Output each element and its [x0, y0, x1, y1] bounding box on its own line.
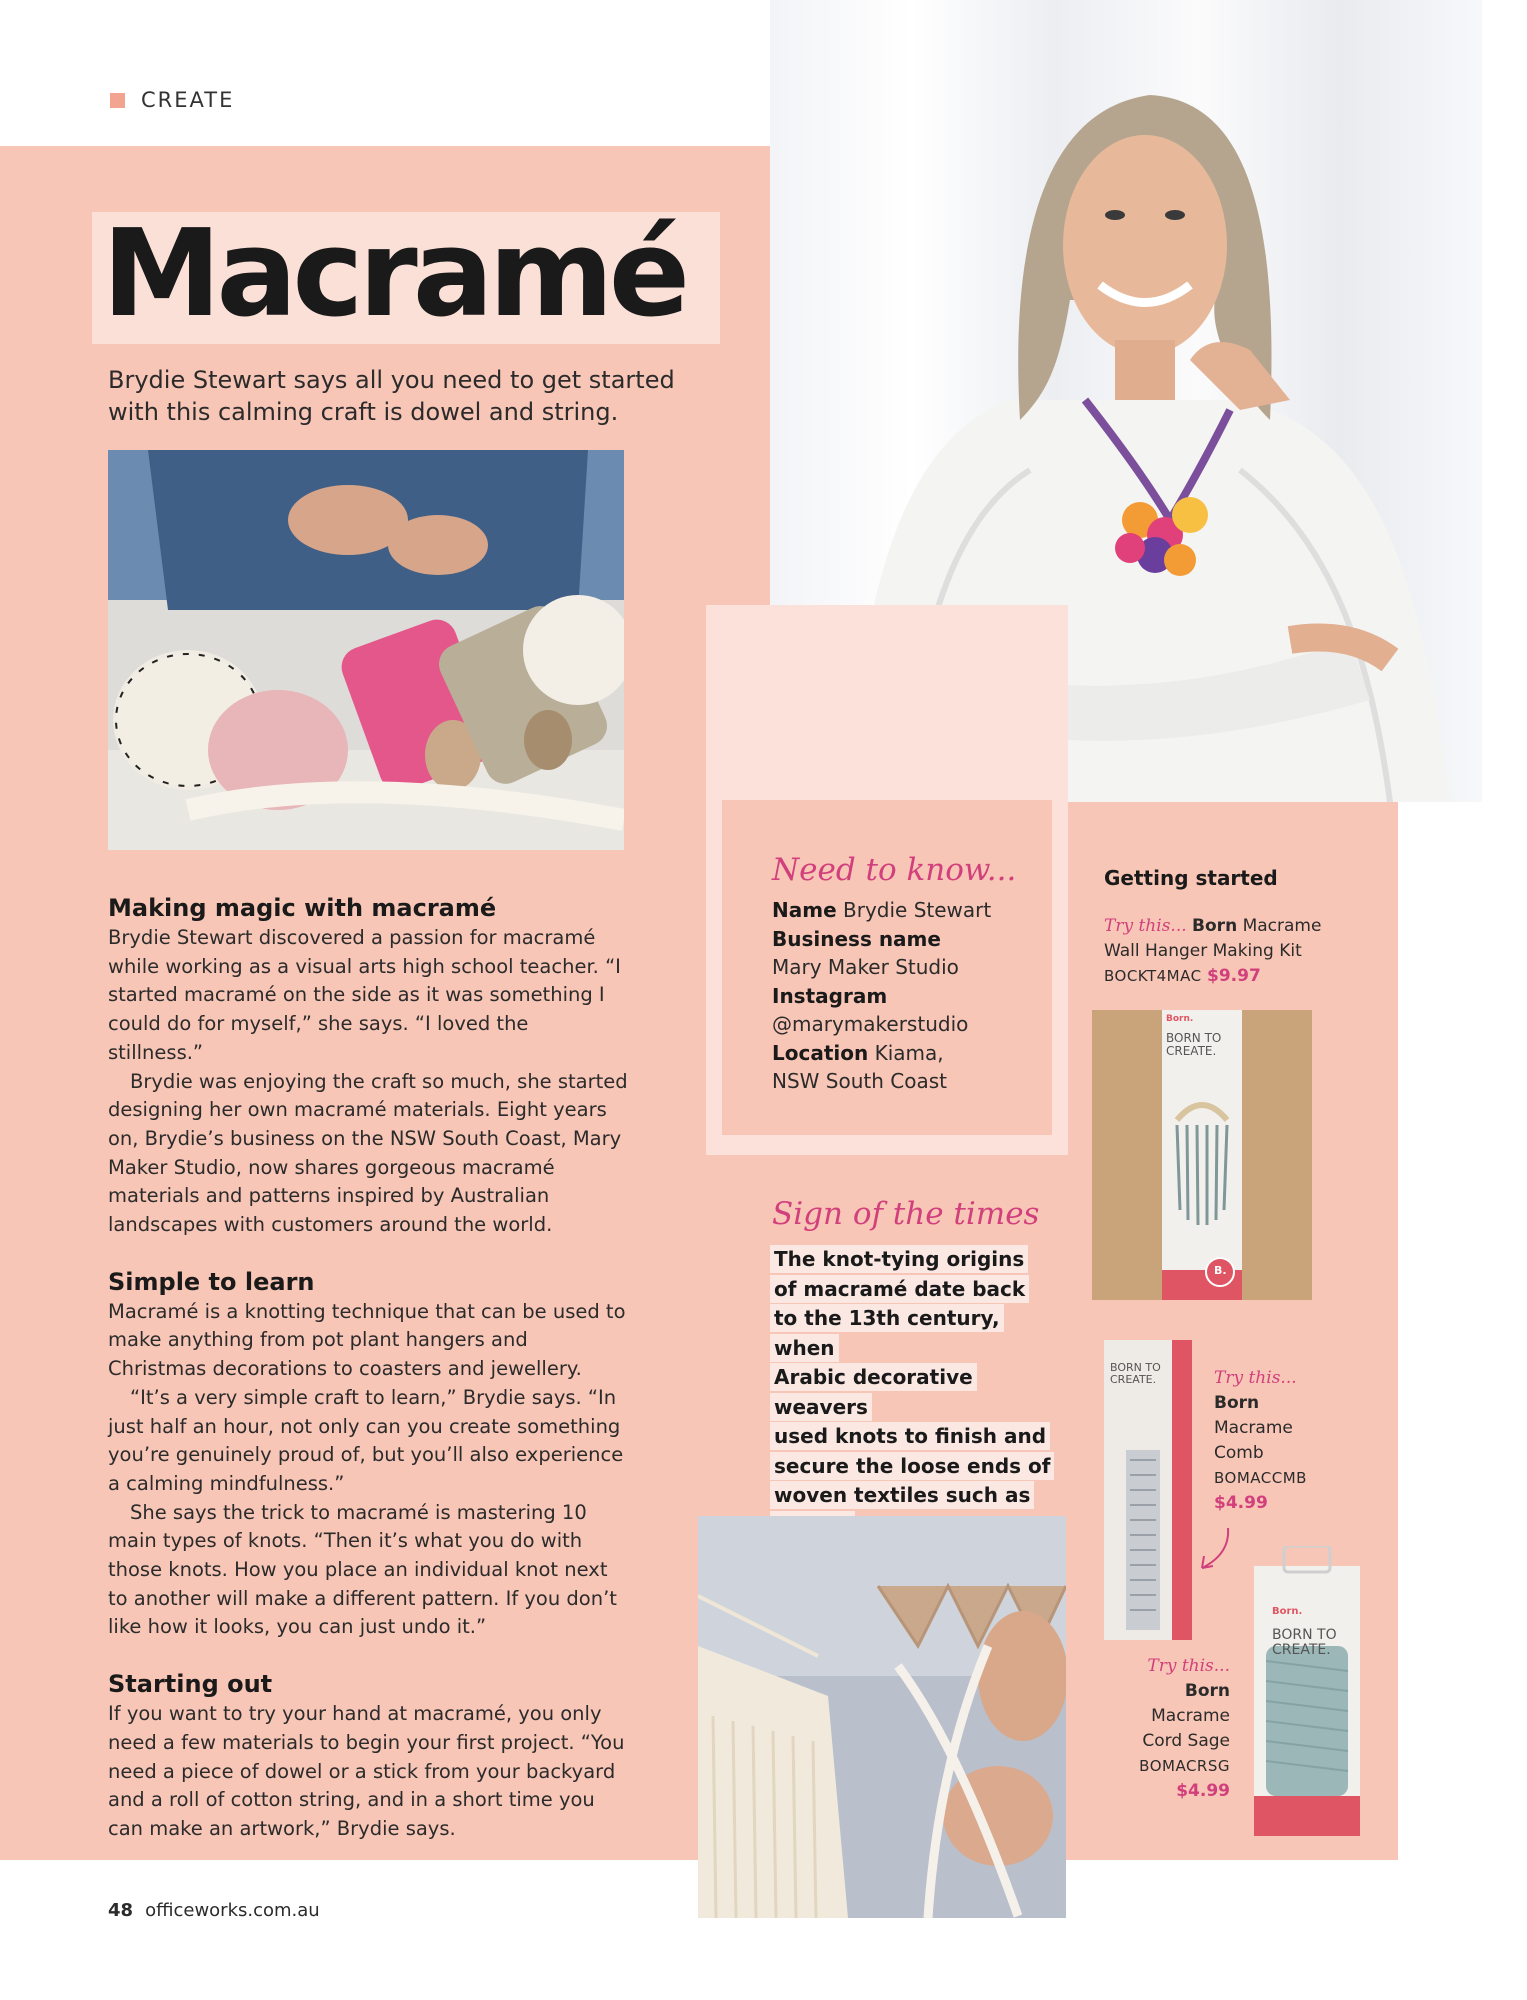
location-value: Kiama,	[874, 1040, 944, 1065]
product-macrame-comb	[1214, 1366, 1334, 1516]
fact-line: used knots to finish and	[770, 1422, 1050, 1450]
comb-box-text: BORN TO CREATE.	[1110, 1361, 1161, 1386]
fact-line: to the 13th century, when	[770, 1304, 1004, 1362]
need-to-know-title: Need to know...	[772, 852, 1017, 888]
getting-started-title: Getting started	[1104, 866, 1278, 890]
paragraph: She says the trick to macramé is mastering 10 main types of knots. “Then it’s what you do with those knots. How you place an individual knot next to another will make a different pattern. If you don’t like how it looks, you can just undo it.”	[108, 1500, 617, 1639]
fact-line: secure the loose ends of	[770, 1452, 1054, 1480]
kit-badge: B.	[1214, 1264, 1227, 1277]
product-sku: BOMACRSG	[1139, 1757, 1230, 1775]
fact-line: woven textiles such as	[770, 1481, 1034, 1539]
standfirst: Brydie Stewart says all you need to get started with this calming craft is dowel and string.	[108, 366, 675, 426]
section-square-icon	[110, 93, 125, 108]
kit-box-text: BORN TO CREATE.	[1166, 1031, 1222, 1058]
location-label: Location	[772, 1040, 869, 1065]
try-this-label: Try this...	[1214, 1368, 1297, 1388]
product-brand: Born	[1184, 1681, 1230, 1701]
wall-hanger-kit-image	[1092, 1010, 1312, 1300]
cord-box-text: BORN TO CREATE.	[1272, 1627, 1337, 1658]
location-value-line2: NSW South Coast	[772, 1069, 947, 1093]
paragraph: Macramé is a knotting technique that can be used to make anything from pot plant hangers and Christmas decorations to coasters and jewellery.	[108, 1299, 626, 1381]
page-number: 48	[108, 1900, 134, 1921]
product-price: $4.99	[1214, 1493, 1268, 1513]
business-label: Business name	[772, 926, 941, 951]
product-name: Macrame	[1214, 1418, 1293, 1438]
need-to-know-details	[772, 896, 1052, 1096]
product-price: $4.99	[1176, 1781, 1230, 1801]
product-name: Macrame	[1151, 1706, 1230, 1726]
product-name-line2: Comb	[1214, 1443, 1264, 1463]
paragraph: Brydie Stewart discovered a passion for macramé while working as a visual arts high school teacher. “I started macramé on the side as it was something I could do for myself,” she says. “I loved the stillness.”	[108, 926, 621, 1064]
name-label: Name	[772, 898, 837, 922]
article-body	[108, 892, 628, 1844]
product-wall-hanger-kit	[1104, 914, 1364, 989]
product-brand: Born	[1192, 916, 1238, 936]
paragraph: “It’s a very simple craft to learn,” Brydie says. “In just half an hour, not only can you create something you’re genuinely proud of, but you’ll also experience a calming mindfulness.”	[108, 1385, 624, 1495]
business-value: Mary Maker Studio	[772, 955, 959, 979]
fact-line: of macramé date back	[770, 1275, 1029, 1303]
section-label: CREATE	[141, 88, 235, 112]
paragraph: Brydie was enjoying the craft so much, she started designing her own macramé materials. Eight years on, Brydie’s business on the NSW South Coast, Mary Maker Studio, now shares gorgeous macramé materials and patterns inspired by Australian landscapes with customers around the world.	[108, 1069, 628, 1237]
product-brand: Born	[1214, 1393, 1260, 1413]
product-sku: BOMACCMB	[1214, 1469, 1307, 1487]
product-macrame-cord	[1110, 1654, 1230, 1804]
try-this-label: Try this...	[1104, 916, 1187, 936]
product-name-line2: Wall Hanger Making Kit	[1104, 941, 1302, 961]
yarn-photo	[108, 450, 624, 850]
macrame-cord-image	[1254, 1546, 1360, 1836]
macrame-comb-image	[1104, 1340, 1192, 1640]
product-name-line2: Cord Sage	[1142, 1731, 1230, 1751]
paragraph: If you want to try your hand at macramé, you only need a few materials to begin your first project. “You need a piece of dowel or a stick from your backyard and a roll of cotton string, and in a short time you can make an artwork,” Brydie says.	[108, 1702, 625, 1840]
fact-line: Arabic decorative weavers	[770, 1363, 977, 1421]
section-tag	[110, 88, 234, 112]
subheading-starting-out: Starting out	[108, 1670, 273, 1699]
subheading-making-magic: Making magic with macramé	[108, 894, 497, 922]
sign-of-times-title: Sign of the times	[772, 1196, 1040, 1232]
kit-logo: Born.	[1166, 1014, 1194, 1024]
footer-site: officeworks.com.au	[145, 1900, 320, 1921]
instagram-value: @marymakerstudio	[772, 1012, 969, 1036]
name-value: Brydie Stewart	[843, 898, 992, 922]
arrow-icon	[1196, 1526, 1236, 1580]
cord-logo: Born.	[1272, 1606, 1303, 1617]
page-title: Macramé	[102, 205, 686, 344]
fact-line: The knot-tying origins	[770, 1245, 1028, 1273]
product-price: $9.97	[1207, 966, 1261, 986]
subheading-simple-to-learn: Simple to learn	[108, 1267, 315, 1296]
page-footer	[108, 1900, 320, 1921]
product-name: Macrame	[1242, 916, 1322, 936]
instagram-label: Instagram	[772, 983, 888, 1008]
product-sku: BOCKT4MAC	[1104, 967, 1202, 985]
macrame-hanging-photo	[698, 1516, 1066, 1918]
try-this-label: Try this...	[1147, 1656, 1230, 1676]
